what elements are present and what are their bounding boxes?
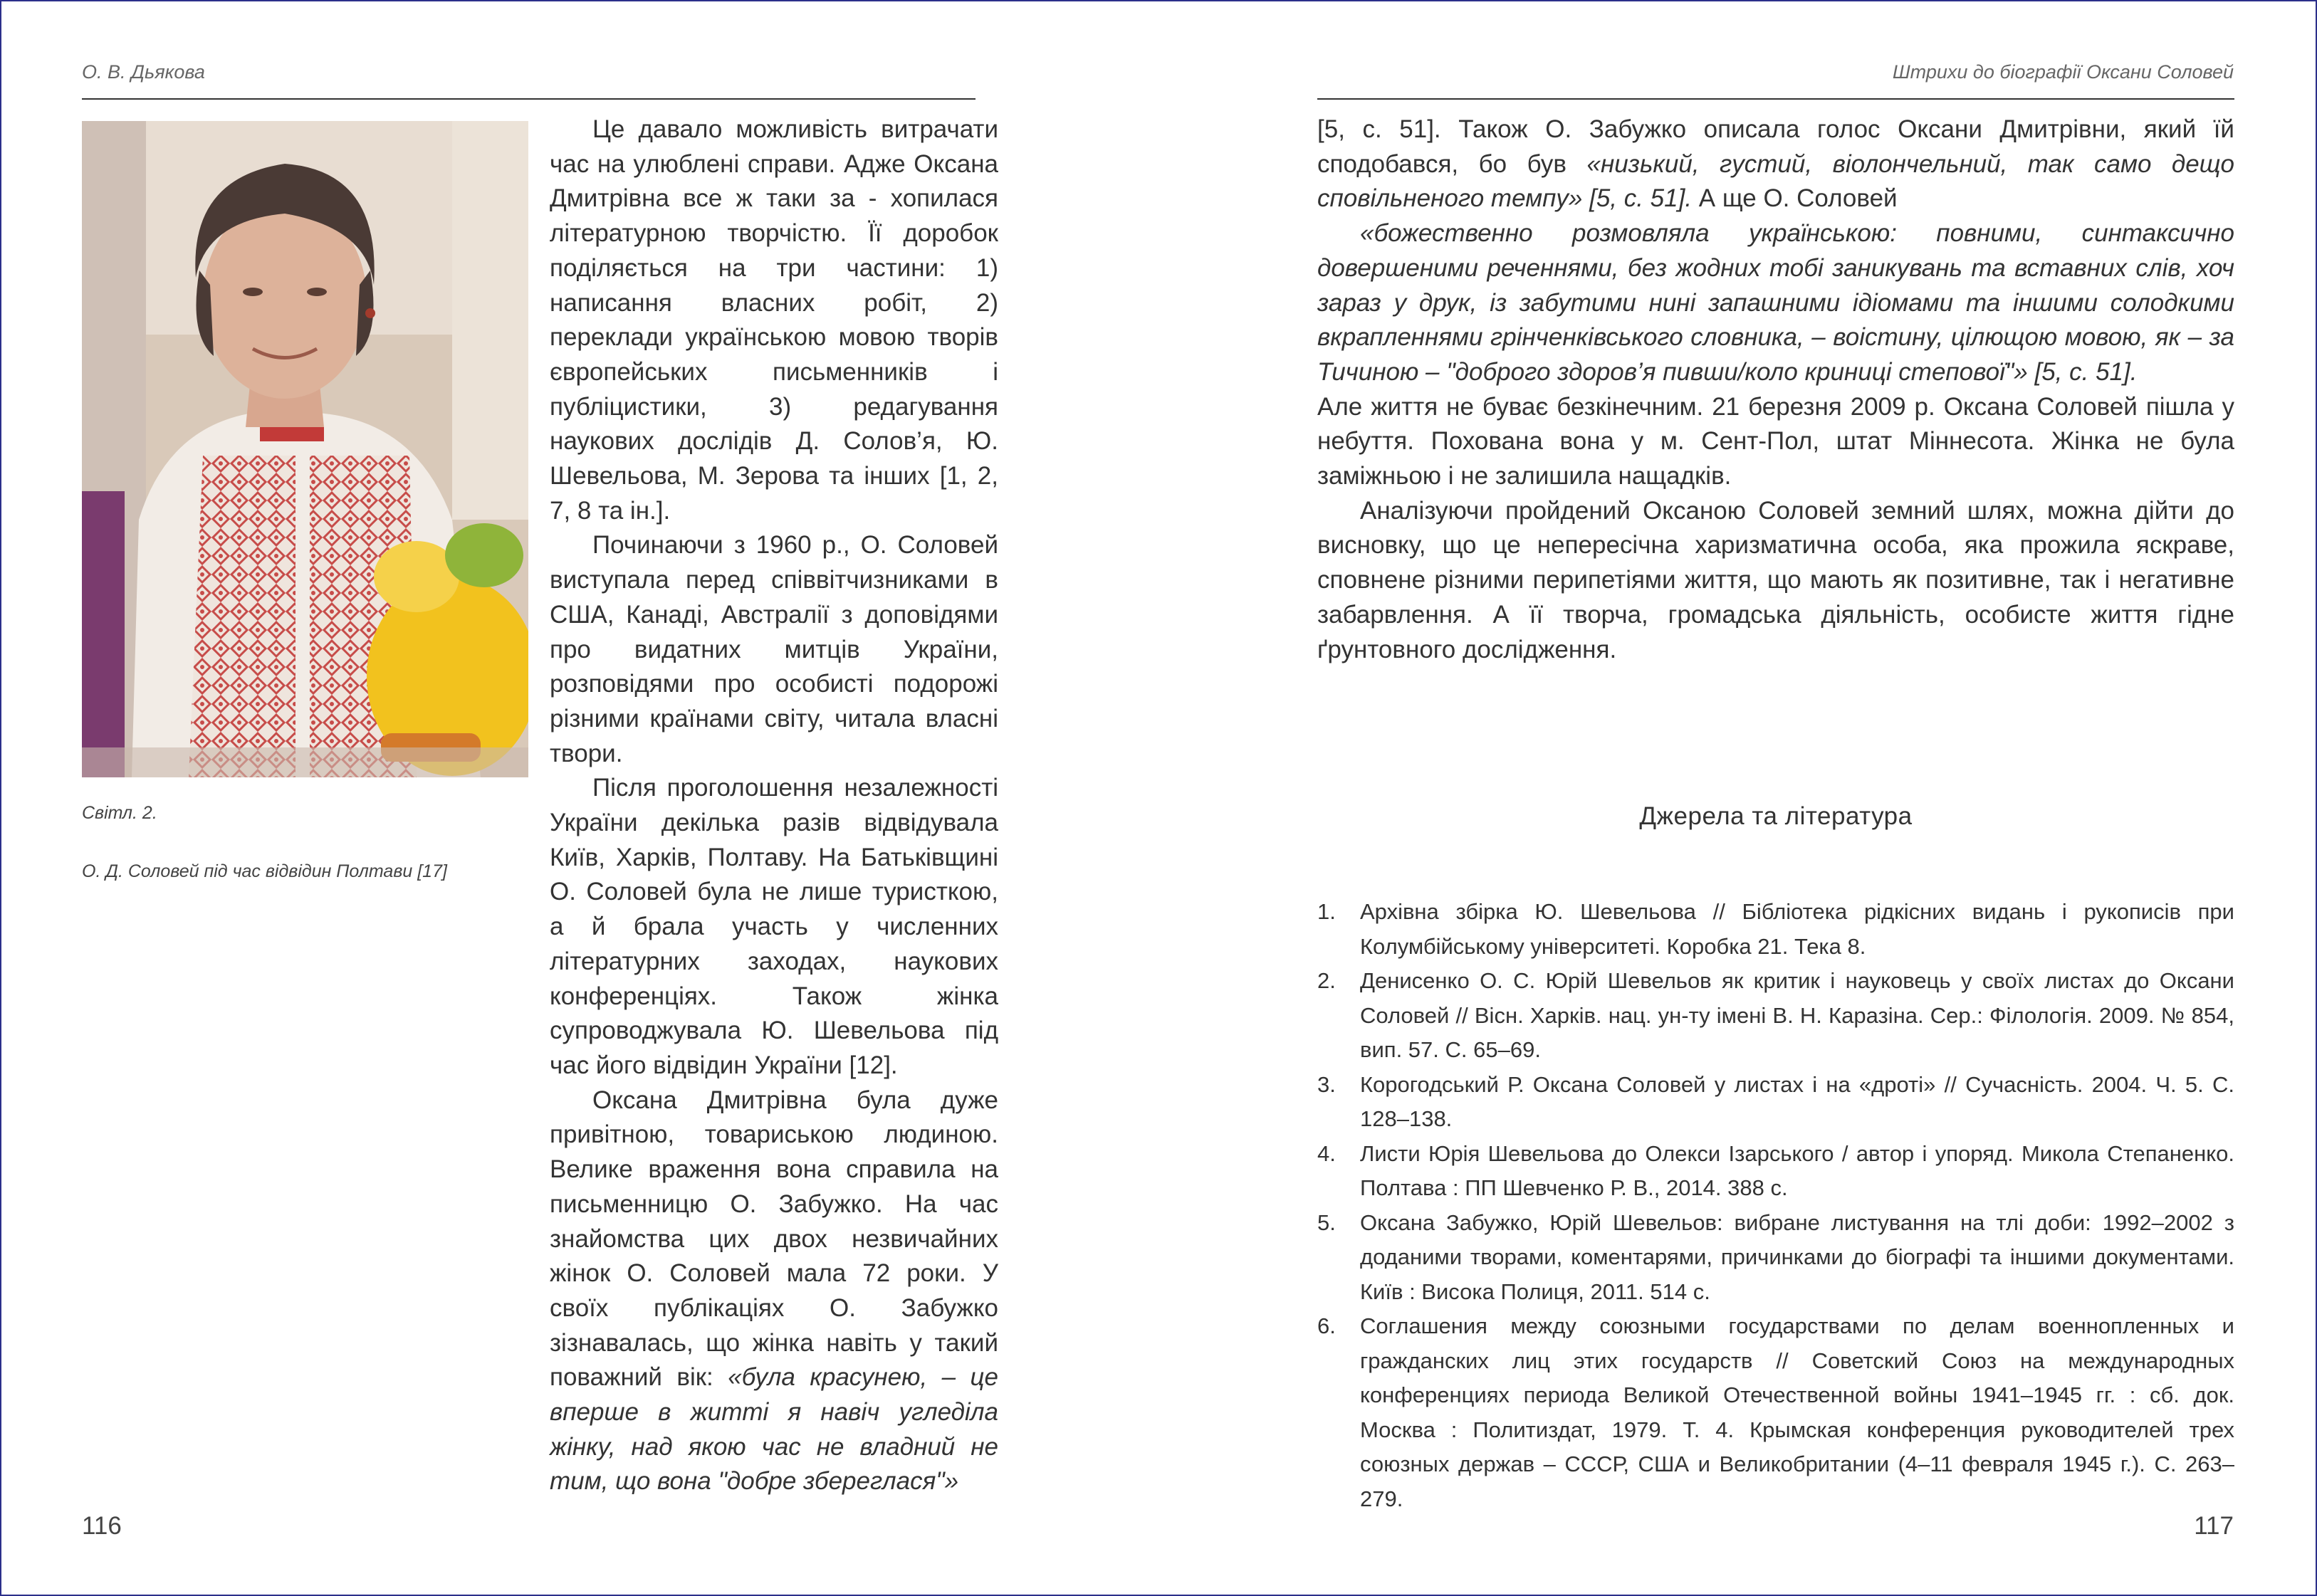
reference-text: Архівна збірка Ю. Шевельова // Бібліотека рідкісних видань і рукописів при Колумбійському університеті. Коробка 21. Тека 8. <box>1360 899 2234 959</box>
running-head-title: Штрихи до біографії Оксани Соловей <box>1892 61 2234 83</box>
header-rule <box>82 98 976 100</box>
paragraph-text: А ще О. Соловей <box>1692 184 1898 213</box>
photo-caption-text: О. Д. Соловей під час відвідин Полтави [17] <box>82 861 447 881</box>
paragraph-text: Оксана Дмитрівна була дуже привітною, товариською людиною. Велике враження вона справила на письменницю О. Забужко. На час знайомства цих двох незвичайних жінок О. Соловей мала 72 роки. У своїх публікаціях О. Забужко зізнавалась, що жінка навіть у такий поважний вік: <box>550 1086 998 1392</box>
paragraph: Це давало можливість витрачати час на улюблені справи. Адже Оксана Дмитрівна все ж таки за - хопилася літературною творчістю. Її доробок поділяється на три частини: 1) написання власних робіт, 2) переклади українською мовою творів європейських письменників і публіцистики, 3) редагування наукових дослідів Д. Солов’я, Ю. Шевельова, М. Зерова та інших [1, 2, 7, 8 та ін.]. <box>550 115 998 525</box>
reference-number: 1. <box>1317 899 1336 924</box>
reference-item <box>1317 895 2234 964</box>
running-head-author: О. В. Дьякова <box>82 61 205 83</box>
portrait-photo <box>82 121 528 777</box>
reference-number: 4. <box>1317 1140 1336 1166</box>
header-rule <box>1317 98 2234 100</box>
reference-item <box>1317 1137 2234 1206</box>
reference-text: Листи Юрія Шевельова до Олекси Ізарського / автор і упоряд. Микола Степаненко. Полтава : ПП Шевченко Р. В., 2014. 388 с. <box>1360 1140 2234 1200</box>
paragraph: Але життя не буває безкінечним. 21 березня 2009 р. Оксана Соловей пішла у небуття. Похована вона у м. Сент-Пол, штат Міннесота. Жінка не була заміжньою і не залишила нащадків. <box>1317 392 2234 490</box>
left-text-column <box>550 112 998 1499</box>
paragraph: Аналізуючи пройдений Оксаною Соловей земний шлях, можна дійти до висновку, що це непересічна харизматична особа, яка прожила яскраве, сповнене різними перипетіями життя, що мають як позитивне, так і негативне забарвлення. А її творча, громадська діяльність, особисте життя гідне ґрунтовного дослідження. <box>1317 496 2234 663</box>
right-text-column <box>1317 112 2234 667</box>
quote-italic: «низький, густий, віолончельний, так само дещо сповільненого темпу» [5, с. 51]. <box>1317 149 2234 213</box>
reference-text: Денисенко О. С. Юрій Шевельов як критик і науковець у своїх листах до Оксани Соловей // Вісн. Харків. нац. ун-ту імені В. Н. Каразіна. Сер.: Філологія. 2009. № 854, вип. 57. С. 65–69. <box>1360 968 2234 1062</box>
reference-text: Оксана Забужко, Юрій Шевельов: вибране листування на тлі доби: 1992–2002 з доданими творами, коментарями, причинками до біографі та іншими документами. Київ : Висока Полиця, 2011. 514 с. <box>1360 1209 2234 1304</box>
page-number: 117 <box>2194 1512 2234 1540</box>
left-page <box>1 1 1158 1595</box>
quote-italic: «була красунею, – це вперше в житті я навіч угледіла жінку, над якою час не владний не тим, що вона "добре збереглася"» <box>550 1363 998 1496</box>
reference-text: Корогодський Р. Оксана Соловей у листах і на «дроті» // Сучасність. 2004. Ч. 5. С. 128–138. <box>1360 1071 2234 1131</box>
paragraph: Починаючи з 1960 р., О. Соловей виступала перед співвітчизниками в США, Канаді, Австралії з доповідями про видатних митців України, розповідями про особисті подорожі різними країнами світу, читала власні твори. <box>550 531 998 767</box>
paragraph <box>550 1083 998 1499</box>
page-number: 116 <box>82 1512 122 1540</box>
reference-item <box>1317 1206 2234 1310</box>
reference-item <box>1317 1309 2234 1516</box>
reference-number: 2. <box>1317 968 1336 993</box>
reference-item <box>1317 964 2234 1068</box>
reference-number: 5. <box>1317 1209 1336 1235</box>
reference-number: 6. <box>1317 1313 1336 1338</box>
reference-text: Соглашения между союзными государствами по делам военнопленных и гражданских лиц этих государств // Советский Союз на международных конференциях периода Великой Отечественной войны 1941–1945 гг. : сб. док. Москва : Политиздат, 1979. Т. 4. Крымская конференция руководителей трех союзных держав – СССР, США и Великобритании (4–11 февраля 1945 г.). С. 263–279. <box>1360 1313 2234 1511</box>
paragraph: Після проголошення незалежності України декілька разів відвідувала Київ, Харків, Полтаву. На Батьківщині О. Соловей була не лише туристкою, а й брала участь у численних літературних заходах, наукових конференціях. Також жінка супроводжувала Ю. Шевельова під час його відвідин України [12]. <box>550 774 998 1079</box>
paragraph-text: [5, с. 51]. Також О. Забужко описала голос Оксани Дмитрівни, який їй сподобався, бо був <box>1317 115 2234 178</box>
right-page <box>1158 1 2316 1595</box>
sources-heading: Джерела та література <box>1639 802 1913 830</box>
reference-list <box>1317 895 2234 1516</box>
paragraph <box>1317 112 2234 216</box>
reference-item <box>1317 1068 2234 1137</box>
photo-caption-label: Світл. 2. <box>82 803 157 823</box>
block-quote: «божественно розмовляла українською: повними, синтаксично довершеними реченнями, без жодних тобі заникувань та вставних слів, хоч зараз у друк, із забутими нині запашними ідіомами та іншими солодкими вкрапленнями грінченківського словника, – воістину, цілющою мовою, як – за Тичиною – "доброго здоров’я пивши/коло криниці степової"» [5, с. 51]. <box>1317 219 2234 386</box>
reference-number: 3. <box>1317 1071 1336 1097</box>
